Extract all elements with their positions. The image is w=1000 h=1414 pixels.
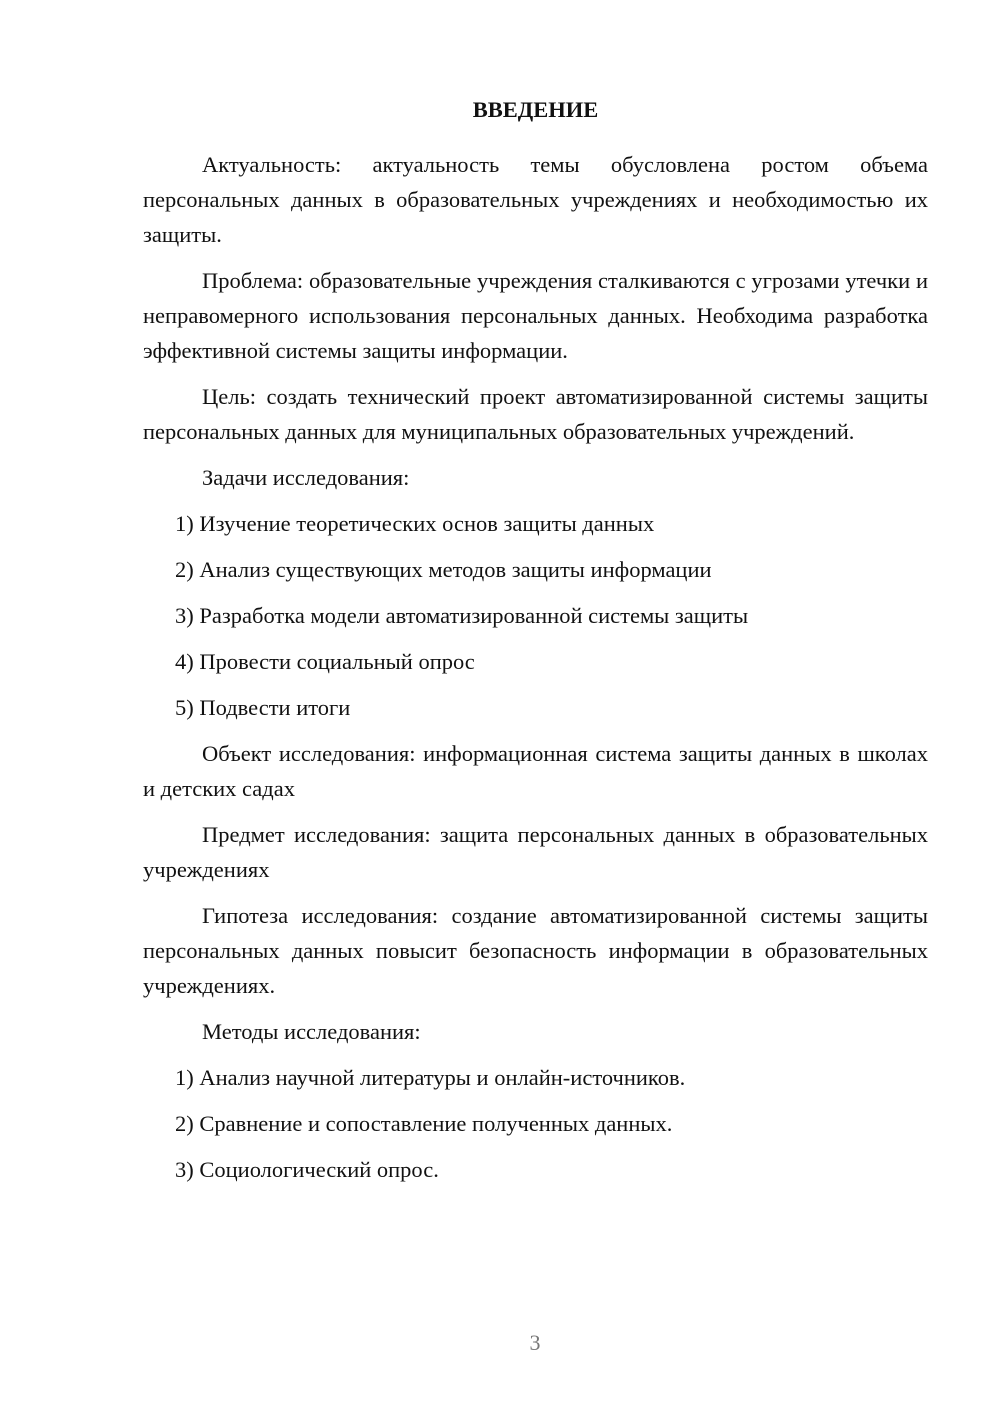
goal-paragraph: Цель: создать технический проект автоматизированной системы защиты персональных данных для муниципальных образовательных учреждений.: [143, 384, 928, 444]
section-heading: ВВЕДЕНИЕ: [472, 97, 599, 122]
list-item: 4) Провести социальный опрос: [175, 649, 475, 674]
methods-intro: Методы исследования:: [202, 1019, 421, 1044]
list-item: 3) Социологический опрос.: [175, 1157, 439, 1182]
subject-paragraph: Предмет исследования: защита персональных данных в образовательных учреждениях: [143, 822, 928, 882]
tasks-list: [143, 506, 928, 725]
list-item: 5) Подвести итоги: [175, 695, 351, 720]
list-item: 3) Разработка модели автоматизированной системы защиты: [175, 603, 749, 628]
list-item: 1) Анализ научной литературы и онлайн-источников.: [175, 1065, 686, 1090]
page-number: 3: [529, 1330, 541, 1355]
problem-paragraph: Проблема: образовательные учреждения сталкиваются с угрозами утечки и неправомерного использования персональных данных. Необходима разработка эффективной системы защиты информации.: [143, 268, 928, 363]
object-paragraph: Объект исследования: информационная система защиты данных в школах и детских садах: [143, 741, 928, 801]
relevance-paragraph: Актуальность: актуальность темы обусловлена ростом объема персональных данных в образовательных учреждениях и необходимостью их защиты.: [143, 152, 928, 247]
list-item: 2) Анализ существующих методов защиты информации: [175, 557, 712, 582]
methods-list: [143, 1060, 928, 1187]
list-item: 1) Изучение теоретических основ защиты данных: [175, 511, 655, 536]
page-content: [143, 92, 928, 1198]
hypothesis-paragraph: Гипотеза исследования: создание автоматизированной системы защиты персональных данных повысит безопасность информации в образовательных учреждениях.: [143, 903, 928, 998]
tasks-intro: Задачи исследования:: [202, 465, 410, 490]
list-item: 2) Сравнение и сопоставление полученных данных.: [175, 1111, 673, 1136]
